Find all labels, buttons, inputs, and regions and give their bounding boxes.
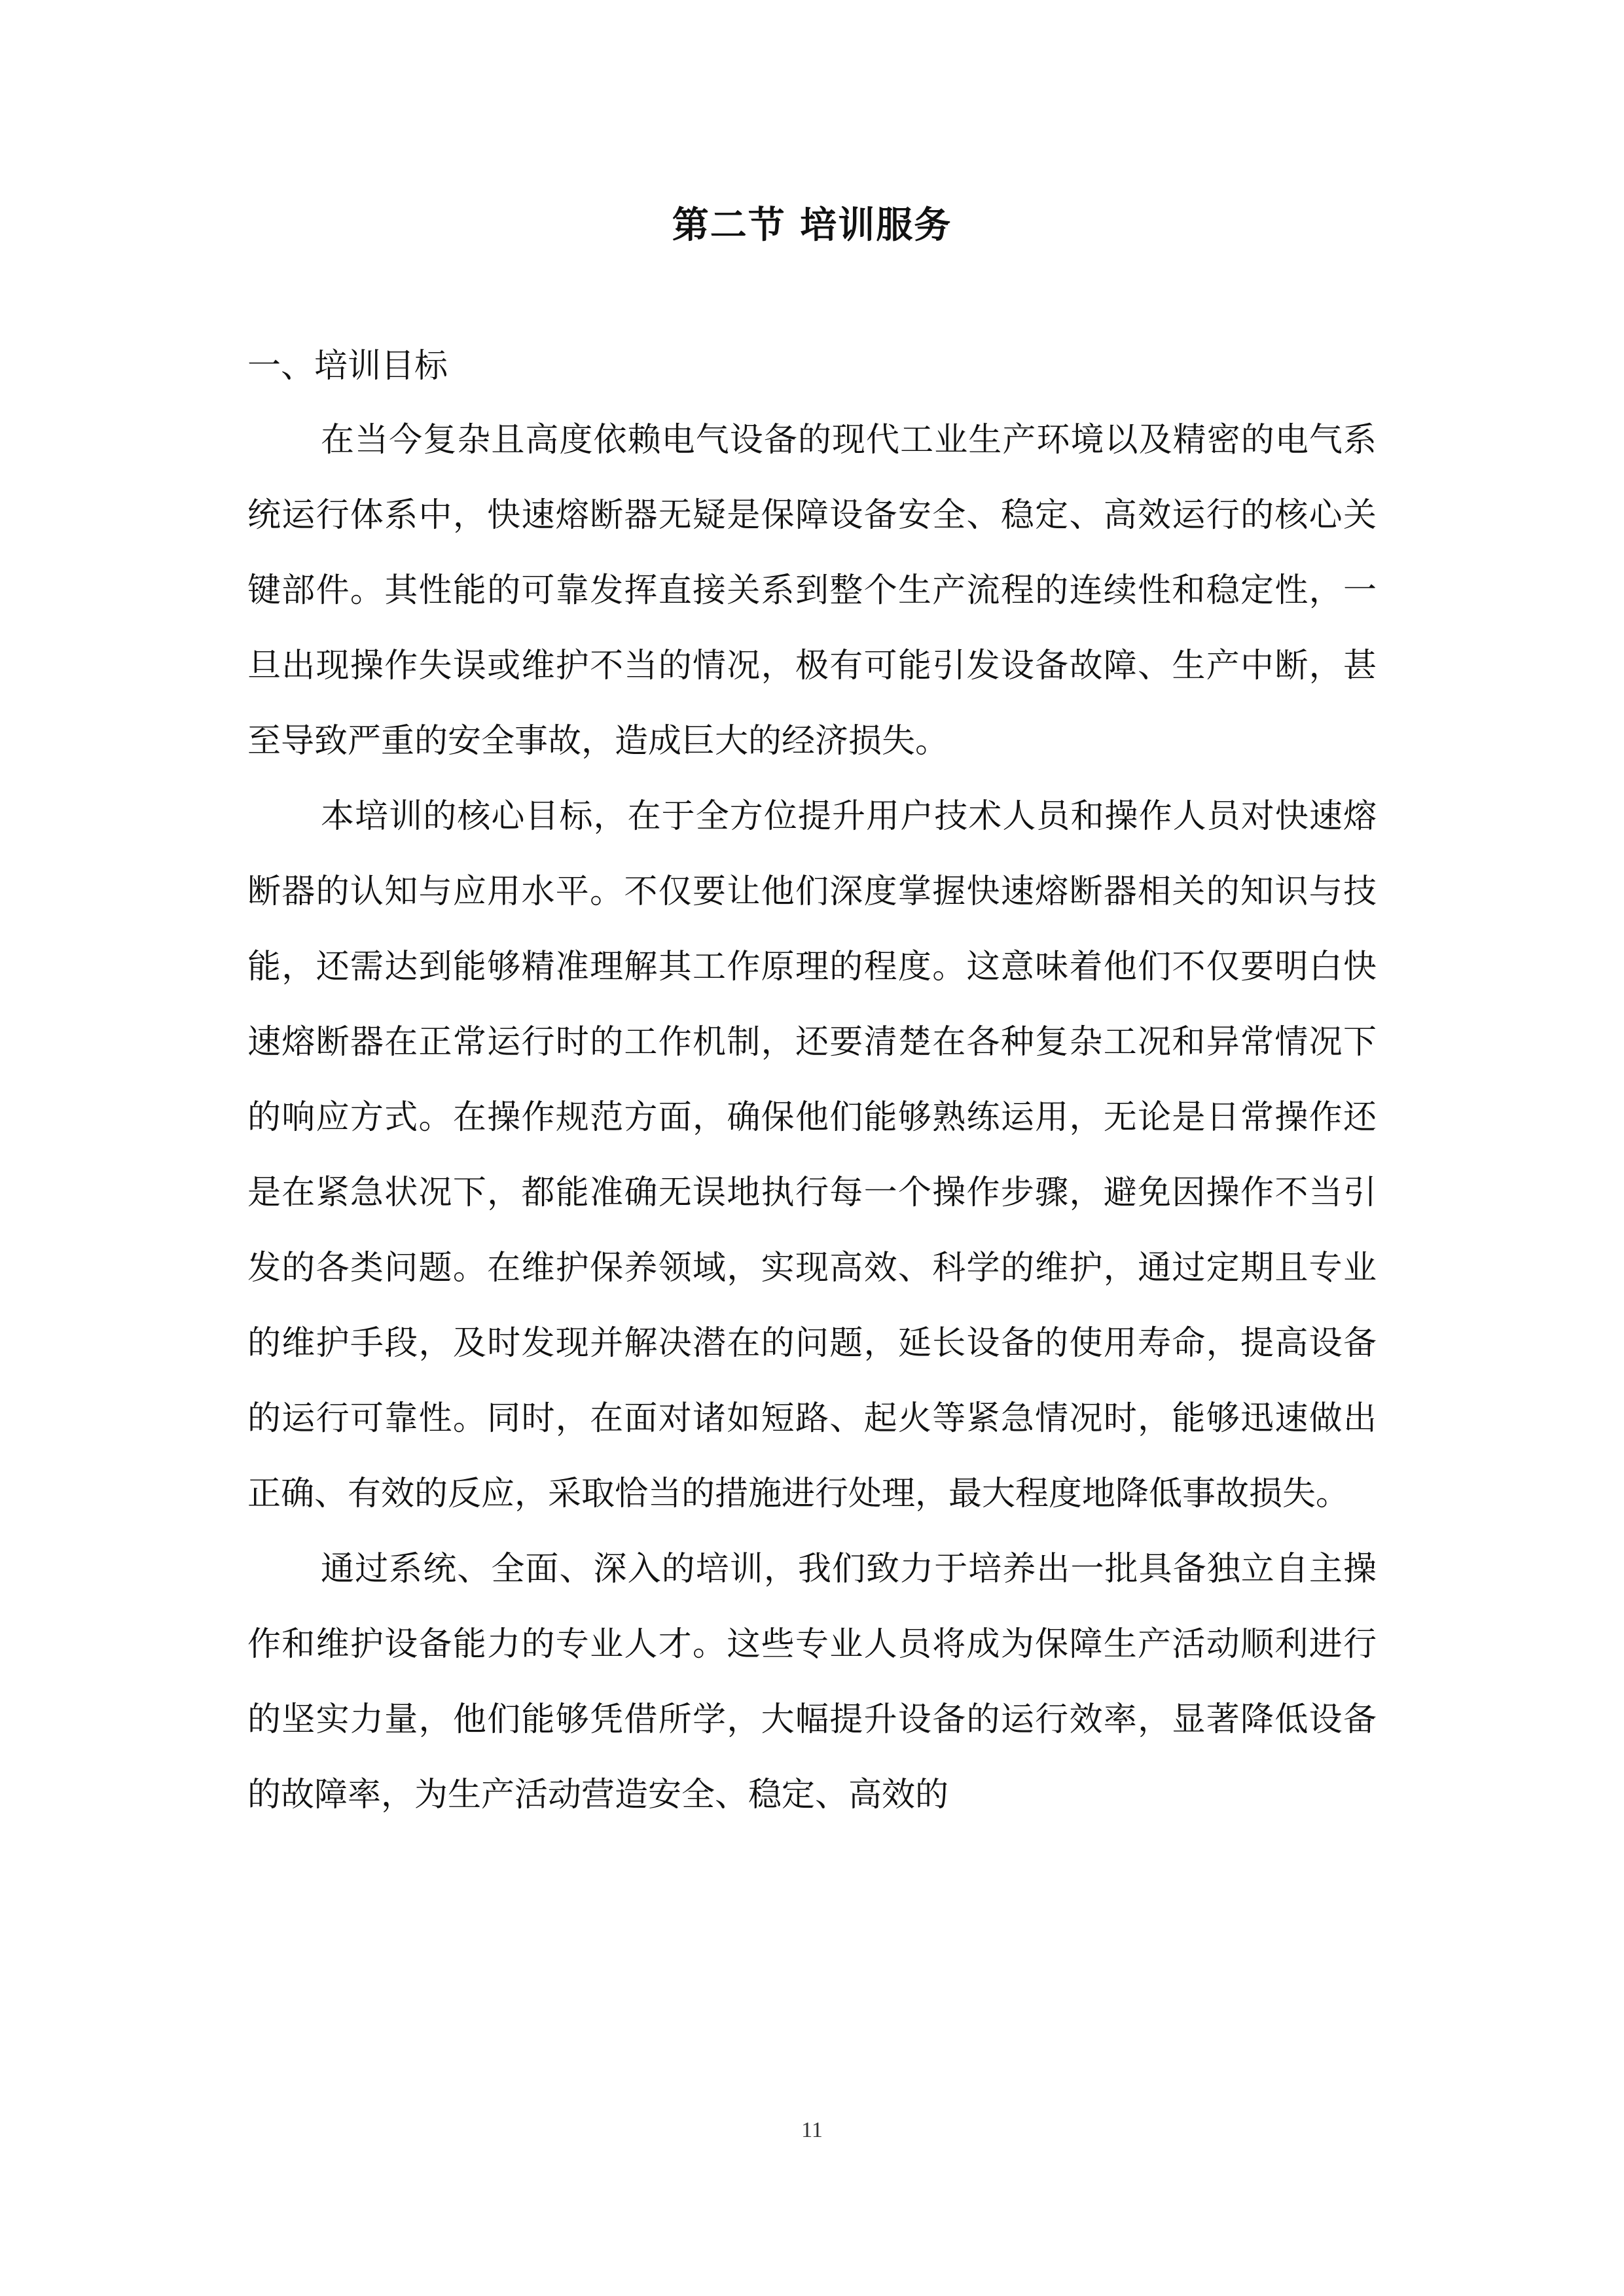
paragraph-3: 通过系统、全面、深入的培训，我们致力于培养出一批具备独立自主操作和维护设备能力的专业人才。这些专业人员将成为保障生产活动顺利进行的坚实力量，他们能够凭借所学，大幅提升设备的运行效率，显著降低设备的故障率，为生产活动营造安全、稳定、高效的	[247, 1550, 1377, 1814]
section-heading: 一、培训目标	[247, 347, 448, 386]
paragraph-1: 在当今复杂且高度依赖电气设备的现代工业生产环境以及精密的电气系统运行体系中，快速熔断器无疑是保障设备安全、稳定、高效运行的核心关键部件。其性能的可靠发挥直接关系到整个生产流程的连续性和稳定性，一旦出现操作失误或维护不当的情况，极有可能引发设备故障、生产中断，甚至导致严重的安全事故，造成巨大的经济损失。	[247, 421, 1377, 761]
paragraph-2: 本培训的核心目标，在于全方位提升用户技术人员和操作人员对快速熔断器的认知与应用水平。不仅要让他们深度掌握快速熔断器相关的知识与技能，还需达到能够精准理解其工作原理的程度。这意味着他们不仅要明白快速熔断器在正常运行时的工作机制，还要清楚在各种复杂工况和异常情况下的响应方式。在操作规范方面，确保他们能够熟练运用，无论是日常操作还是在紧急状况下，都能准确无误地执行每一个操作步骤，避免因操作不当引发的各类问题。在维护保养领域，实现高效、科学的维护，通过定期且专业的维护手段，及时发现并解决潜在的问题，延长设备的使用寿命，提高设备的运行可靠性。同时，在面对诸如短路、起火等紧急情况时，能够迅速做出正确、有效的反应，采取恰当的措施进行处理，最大程度地降低事故损失。	[247, 797, 1377, 1513]
page-number: 11	[801, 2118, 823, 2142]
page-title: 第二节 培训服务	[672, 204, 952, 247]
body-content	[247, 331, 1377, 1833]
